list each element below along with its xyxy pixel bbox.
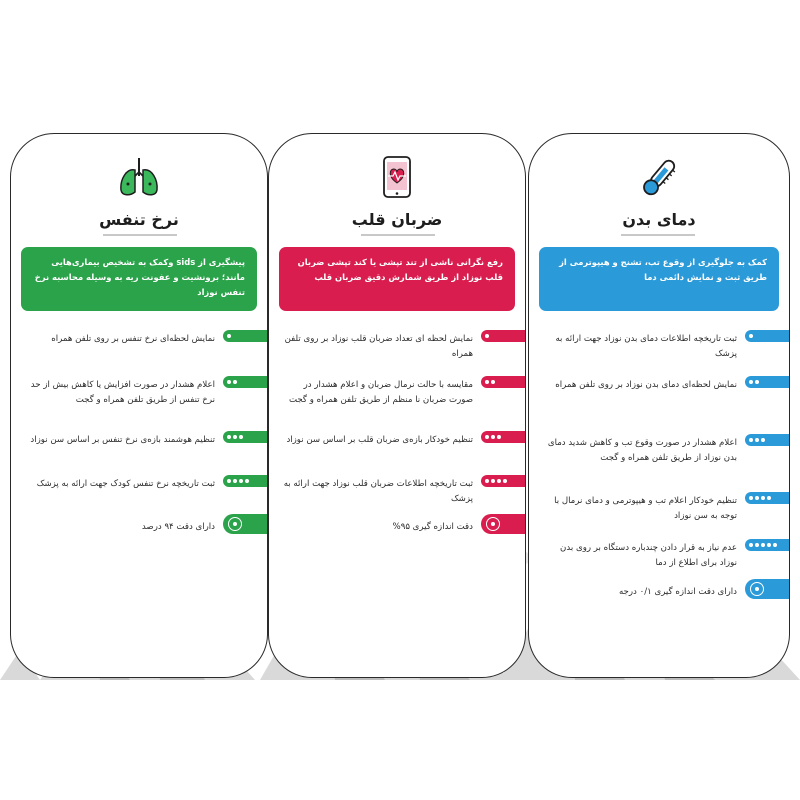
card-banner: کمک به جلوگیری از وقوع تب، تشنج و هیپوترمی از طریق ثبت و نمایش دائمی دما bbox=[539, 247, 779, 311]
feature-item bbox=[529, 492, 789, 532]
card-body-temperature bbox=[528, 133, 790, 678]
card-title: نرخ تنفس bbox=[99, 210, 179, 229]
thermometer-icon bbox=[636, 154, 682, 200]
title-underline bbox=[621, 234, 695, 236]
feature-bullet bbox=[481, 431, 525, 443]
feature-item bbox=[529, 330, 789, 370]
target-icon bbox=[486, 517, 500, 531]
feature-item bbox=[269, 376, 525, 416]
accuracy-bullet bbox=[481, 514, 525, 534]
feature-item bbox=[269, 330, 525, 370]
feature-text: تنظیم خودکار اعلام تب و هیپوترمی و دمای نرمال با توجه به سن نوزاد bbox=[554, 496, 737, 521]
feature-bullet bbox=[745, 539, 789, 551]
feature-bullet bbox=[481, 475, 525, 487]
target-icon bbox=[750, 582, 764, 596]
feature-item bbox=[11, 376, 267, 416]
feature-item bbox=[529, 376, 789, 416]
feature-text: اعلام هشدار در صورت وقوع تب و کاهش شدید دمای بدن نوزاد از طریق تلفن همراه و گجت bbox=[547, 438, 737, 463]
feature-bullet bbox=[745, 376, 789, 388]
card-breathing-rate bbox=[10, 133, 268, 678]
accuracy-bullet bbox=[223, 514, 267, 534]
feature-text: ثبت تاریخچه اطلاعات ضربان قلب نوزاد جهت ارائه به پزشک bbox=[283, 479, 473, 504]
feature-item bbox=[529, 434, 789, 474]
accuracy-text: دقت اندازه گیری ۹۵% bbox=[392, 522, 473, 532]
feature-text: نمایش لحظه‌ای نرخ تنفس بر روی تلفن همراه bbox=[51, 334, 215, 344]
feature-text: نمایش لحظه ای تعداد ضربان قلب نوزاد بر روی تلفن همراه bbox=[284, 334, 473, 359]
feature-item bbox=[11, 330, 267, 370]
accuracy-item bbox=[11, 518, 267, 558]
feature-text: اعلام هشدار در صورت افزایش یا کاهش بیش از حد نرخ تنفس از طریق تلفن همراه و گجت bbox=[30, 380, 215, 405]
accuracy-item bbox=[269, 518, 525, 558]
target-icon bbox=[228, 517, 242, 531]
feature-text: تنظیم هوشمند بازه‌ی نرخ تنفس بر اساس سن نوزاد bbox=[30, 435, 215, 445]
feature-text: ثبت تاریخچه نرخ تنفس کودک جهت ارائه به پزشک bbox=[36, 479, 215, 489]
card-banner: رفع نگرانی ناشی از تند تپشی یا کند تپشی ضربان قلب نوزاد از طریق شمارش دقیق ضربان قلب bbox=[279, 247, 515, 311]
feature-item bbox=[11, 431, 267, 471]
feature-bullet bbox=[223, 431, 267, 443]
feature-bullet bbox=[481, 376, 525, 388]
feature-item bbox=[269, 431, 525, 471]
accuracy-text: دارای دقت اندازه گیری ۰/۱ درجه bbox=[618, 587, 737, 597]
title-underline bbox=[361, 234, 435, 236]
feature-bullet bbox=[745, 434, 789, 446]
feature-bullet bbox=[481, 330, 525, 342]
card-heart-rate bbox=[268, 133, 526, 678]
feature-text: مقایسه با حالت نرمال ضربان و اعلام هشدار در صورت ضربان نا منظم از طریق تلفن همراه و گجت bbox=[288, 380, 473, 405]
feature-text: ثبت تاریخچه اطلاعات دمای بدن نوزاد جهت ارائه به پزشک bbox=[555, 334, 737, 359]
feature-bullet bbox=[223, 475, 267, 487]
feature-item bbox=[11, 475, 267, 515]
feature-bullet bbox=[223, 376, 267, 388]
feature-text: تنظیم خودکار بازه‌ی ضربان قلب بر اساس سن نوزاد bbox=[286, 435, 473, 445]
card-title: دمای بدن bbox=[622, 210, 696, 229]
feature-item bbox=[269, 475, 525, 515]
lungs-icon bbox=[116, 154, 162, 200]
accuracy-bullet bbox=[745, 579, 789, 599]
card-banner: پیشگیری از sids وکمک به تشخیص بیماری‌هایی مانند؛ برونشیت و عفونت ریه به وسیله محاسبه نرخ تنفس نوزاد bbox=[21, 247, 257, 311]
accuracy-text: دارای دقت ۹۴ درصد bbox=[141, 522, 215, 532]
feature-bullet bbox=[745, 492, 789, 504]
phone-heart-icon bbox=[374, 154, 420, 200]
feature-bullet bbox=[745, 330, 789, 342]
title-underline bbox=[103, 234, 177, 236]
feature-text: عدم نیاز به قرار دادن چندباره دستگاه بر روی بدن نوزاد برای اطلاع از دما bbox=[560, 543, 737, 568]
feature-bullet bbox=[223, 330, 267, 342]
feature-text: نمایش لحظه‌ای دمای بدن نوزاد بر روی تلفن همراه bbox=[555, 380, 737, 390]
accuracy-item bbox=[529, 583, 789, 623]
feature-item bbox=[529, 539, 789, 579]
card-title: ضربان قلب bbox=[351, 210, 443, 229]
